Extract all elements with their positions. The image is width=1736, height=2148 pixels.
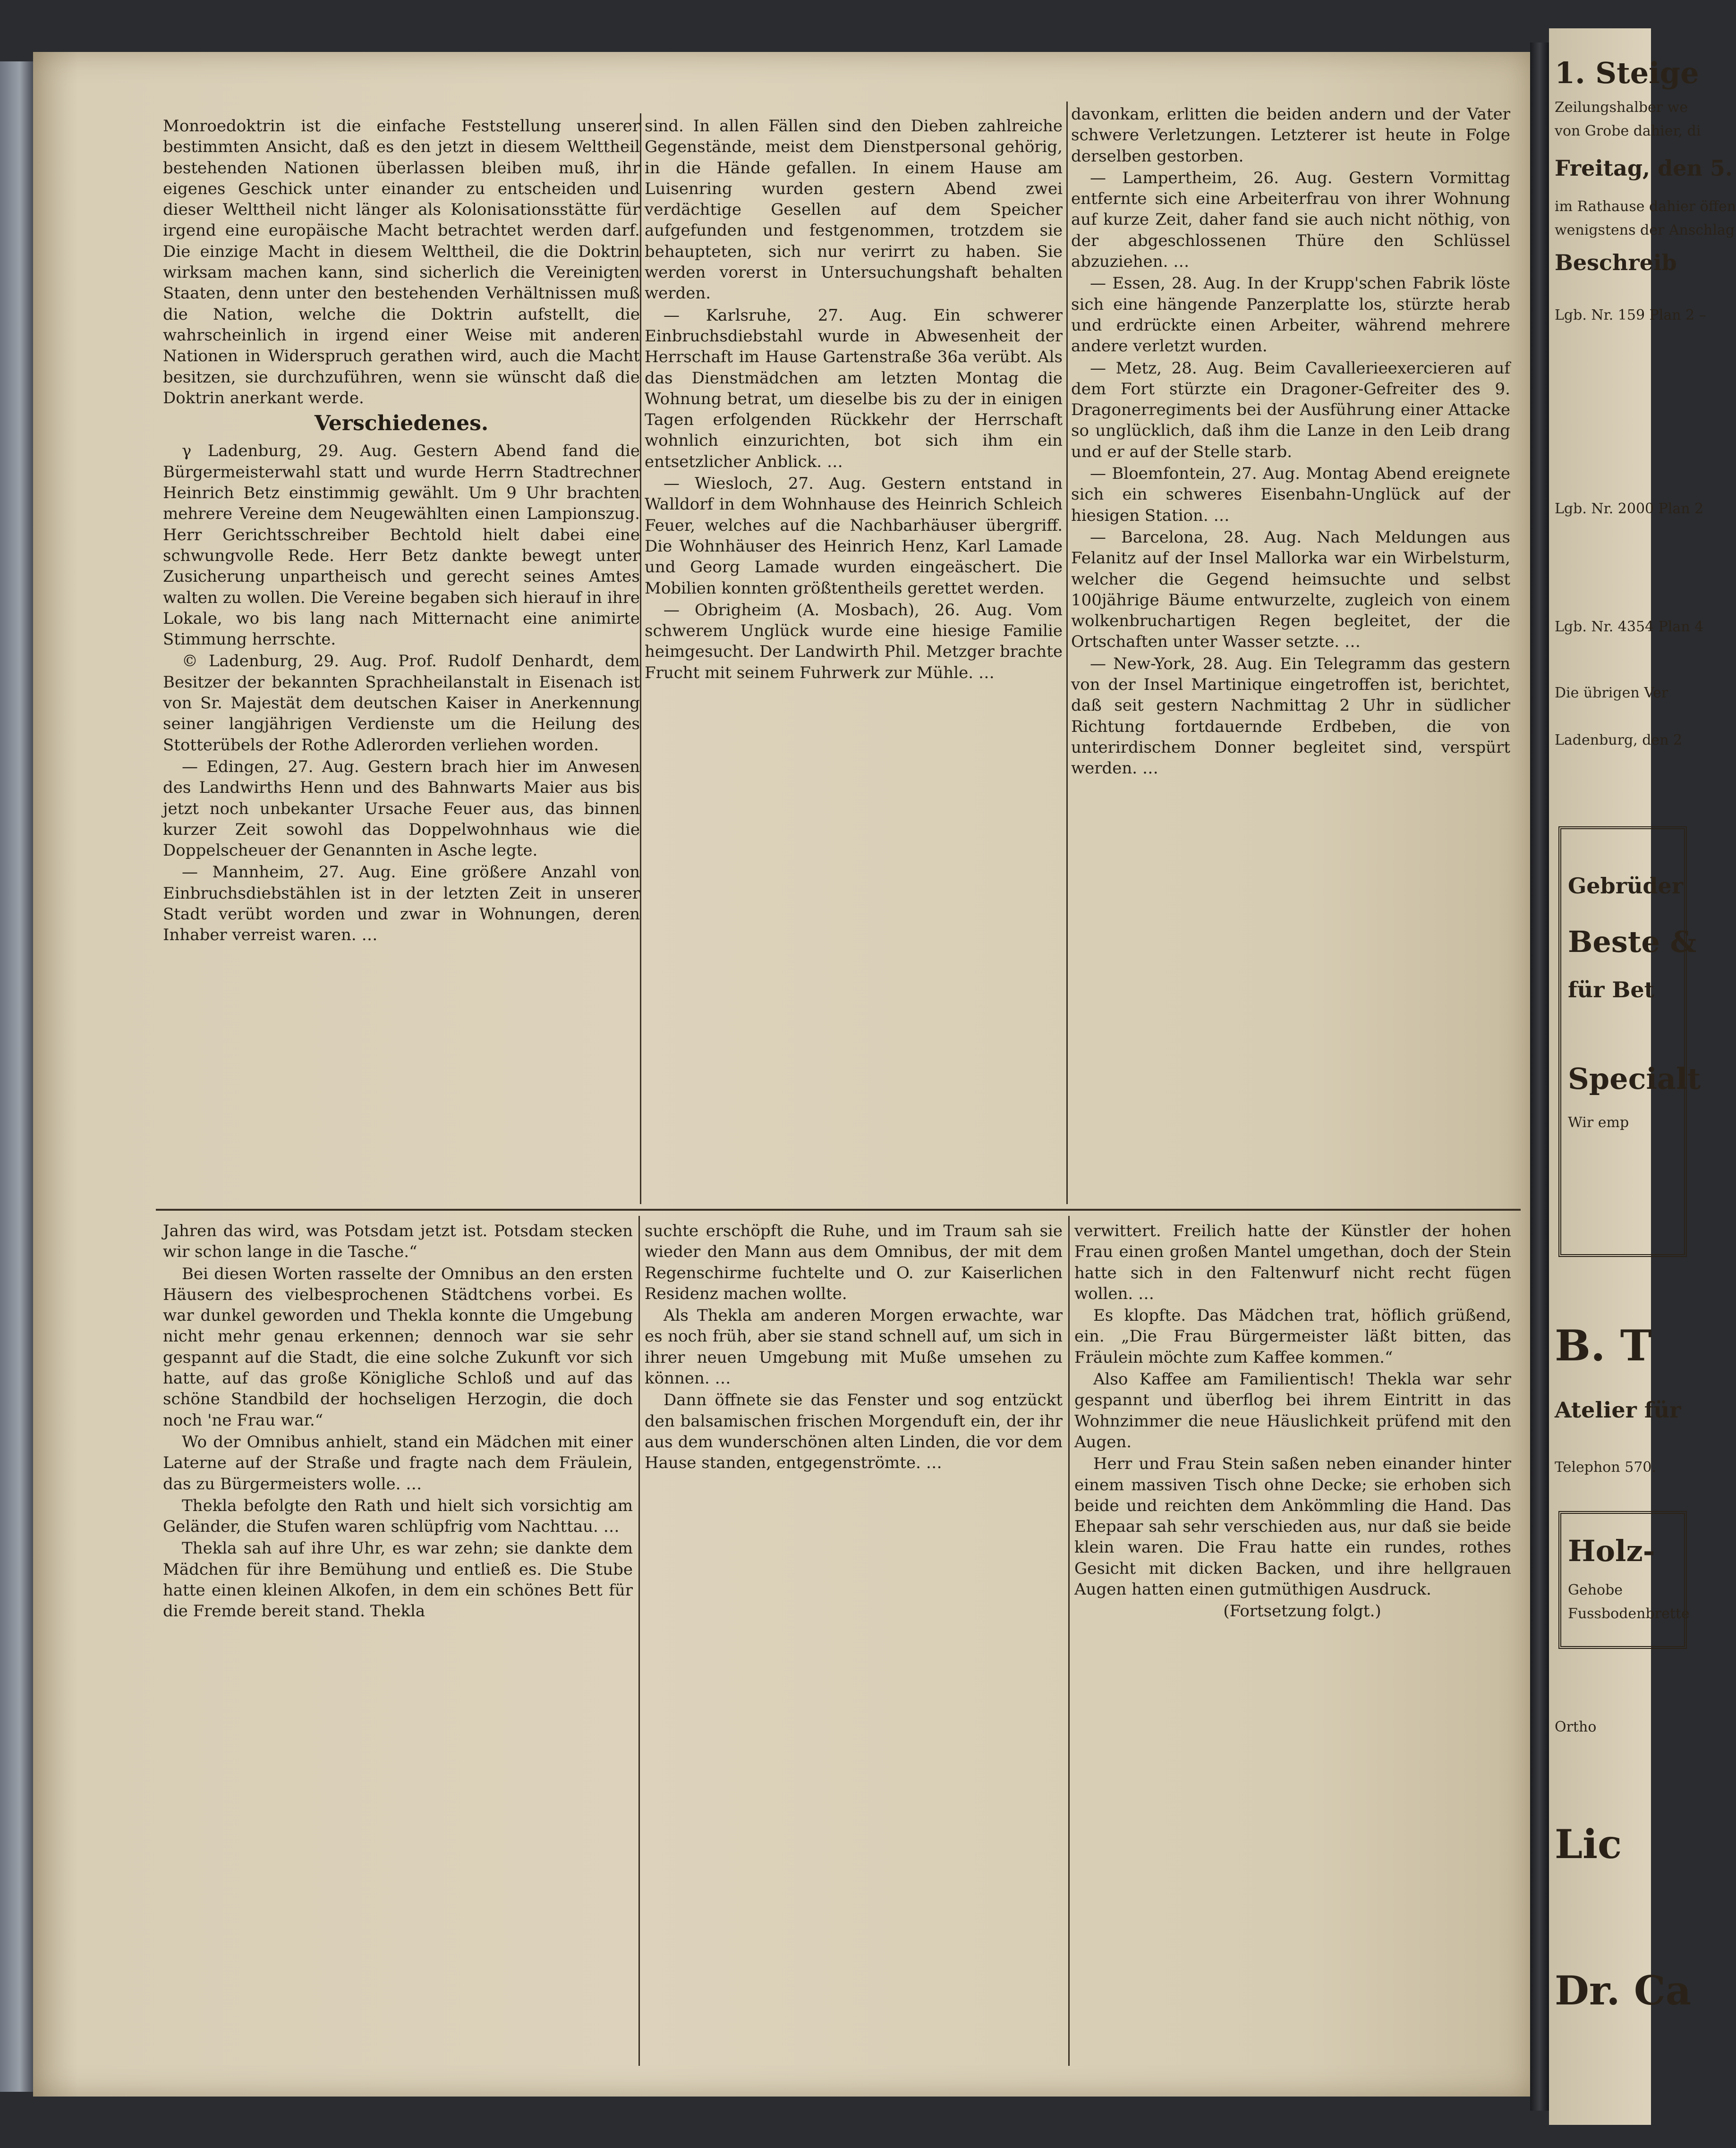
- ad-text: Beste &: [1568, 925, 1697, 959]
- news-item-metz: — Metz, 28. Aug. Beim Cavallerieexercieren auf dem Fort stürzte ein Dragoner-Gefreiter des 9. Dragonerregiments bei der Ausführung einer Attacke so unglücklich, daß ihm die Lanze in den Leib drang und er auf der Stelle starb.: [1071, 358, 1510, 461]
- feuilleton-paragraph: Herr und Frau Stein saßen neben einander hinter einem massiven Tisch ohne Decke; sie erhoben sich beide und reichten dem Ankömmling die Hand. Das Ehepaar sah sehr verschieden aus, nur daß sie beide klein waren. Die Frau hatte ein rundes, rothes Gesicht mit dicken Backen, und ihre hellgrauen Augen hatten einen gutmüthigen Ausdruck.: [1074, 1454, 1511, 1599]
- news-column-3: [1071, 104, 1510, 1204]
- feuilleton-paragraph: Jahren das wird, was Potsdam jetzt ist. Potsdam stecken wir schon lange in die Tasche.“: [163, 1222, 633, 1262]
- news-item-ladenburg-election: γ Ladenburg, 29. Aug. Gestern Abend fand die Bürgermeisterwahl statt und wurde Herrn Stadtrechner Heinrich Betz einstimmig gewählt. Um 9 Uhr brachten mehrere Vereine dem Neugewählten einen Lampionszug. Herr Gerichtsschreiber Bechtold hielt dabei eine schwungvolle Rede. Herr Betz dankte bewegt unter Zusicherung unpartheisch und gerecht seines Amtes walten zu wollen. Die Vereine begaben sich hierauf in ihre Lokale, wo bis lang nach Mitternacht eine animirte Stimmung herrschte.: [163, 441, 640, 649]
- edge-text-line: Lgb. Nr. 159 Plan 2 –: [1555, 307, 1706, 323]
- feuilleton-column-2: [645, 1221, 1063, 2066]
- feuilleton-paragraph: Wo der Omnibus anhielt, stand ein Mädchen mit einer Laterne auf der Straße und fragte nach dem Fräulein, das zu Bürgermeisters wolle. …: [163, 1432, 633, 1494]
- news-item-lampertheim: — Lampertheim, 26. Aug. Gestern Vormittag entfernte sich eine Arbeiterfrau von ihrer Wohnung auf kurze Zeit, daher fand sie auch nicht nöthig, von der abgeschlossenen Thüre den Schlüssel abzuziehen. …: [1071, 168, 1510, 272]
- news-item-wiesloch: — Wiesloch, 27. Aug. Gestern entstand in Walldorf in dem Wohnhause des Heinrich Schleich Feuer, welches auf die Nachbarhäuser übergriff. Die Wohnhäuser des Heinrich Henz, Karl Lamade und Georg Lamade wurden eingeäschert. Die Mobilien konnten größtentheils gerettet werden.: [645, 474, 1063, 598]
- book-gutter: [1530, 42, 1549, 2111]
- ad-text: Fussbodenbrette: [1568, 1605, 1690, 1622]
- column-rule: [638, 1216, 640, 2066]
- edge-title: Beschreib: [1555, 250, 1677, 275]
- news-item-barcelona: — Barcelona, 28. Aug. Nach Meldungen aus Felanitz auf der Insel Mallorka war ein Wirbelsturm, welcher die Gegend heimsuchte und selbst 100jährige Bäume entwurzelte, zugleich von einem wolkenbruchartigen Regen begleitet, der die Ortschaften unter Wasser setzte. …: [1071, 527, 1510, 653]
- ad-text: Gehobe: [1568, 1582, 1623, 1598]
- edge-text-line: Die übrigen Ver: [1555, 685, 1668, 701]
- ad-text: Atelier für: [1555, 1397, 1681, 1423]
- news-item-karlsruhe: — Karlsruhe, 27. Aug. Ein schwerer Einbruchsdiebstahl wurde in Abwesenheit der Herrschaft im Hause Gartenstraße 36a verübt. Als das Dienstmädchen am letzten Montag die Wohnung betrat, um dieselbe bis zu der in einigen Tagen erfolgenden Rückkehr der Herrschaft wohnlich einzurichten, bot sich ihm ein entsetzlicher Anblick. …: [645, 305, 1063, 472]
- edge-text-line: wenigstens der Anschlag: [1555, 222, 1735, 238]
- section-heading-verschiedenes: Verschiedenes.: [314, 411, 489, 436]
- edge-text-line: Freitag, den 5.: [1555, 155, 1733, 181]
- adjacent-page-edge: [1549, 28, 1736, 2125]
- feuilleton-paragraph: Bei diesen Worten rasselte der Omnibus an den ersten Häusern des vielbesprochenen Städtchens vorbei. Es war dunkel geworden und Thekla konnte die Umgebung nicht mehr genau erkennen; dennoch war sie sehr gespannt auf die Stadt, die eine solche Zukunft vor sich hatte, auf das große Königliche Schloß und auf das schöne Standbild der hochseligen Herzogin, die doch noch 'ne Frau war.“: [163, 1264, 633, 1430]
- ad-box-border: [1558, 1511, 1687, 1649]
- edge-text-line: Lgb. Nr. 2000 Plan 2: [1555, 501, 1704, 517]
- news-item-essen: — Essen, 28. Aug. In der Krupp'schen Fabrik löste sich eine hängende Panzerplatte los, stürzte herab und erdrückte einen Arbeiter, während mehrere andere verletzt wurden.: [1071, 274, 1510, 356]
- ad-text: Holz-: [1568, 1534, 1655, 1568]
- news-item-mannheim: — Mannheim, 27. Aug. Eine größere Anzahl von Einbruchsdiebstählen ist in der letzten Zeit in unserer Stadt verübt worden und zwar in Wohnungen, deren Inhaber verreist waren. …: [163, 862, 640, 945]
- ad-text: B. T: [1555, 1321, 1652, 1371]
- ad-text: Telephon 570.: [1555, 1459, 1657, 1476]
- column-rule: [1066, 102, 1068, 1204]
- ad-text: Wir emp: [1568, 1114, 1629, 1131]
- feuilleton-column-1: [163, 1221, 633, 2066]
- section-divider: [156, 1209, 1521, 1211]
- edge-text-line: im Rathause dahier öffen: [1555, 198, 1736, 215]
- edge-header: 1. Steige: [1555, 56, 1699, 90]
- feuilleton-paragraph: Thekla befolgte den Rath und hielt sich vorsichtig am Geländer, die Stufen waren schlüpfrig vom Nachttau. …: [163, 1495, 633, 1537]
- feuilleton-paragraph: Es klopfte. Das Mädchen trat, höflich grüßend, ein. „Die Frau Bürgermeister läßt bitten, das Fräulein möchte zum Kaffee kommen.“: [1074, 1306, 1511, 1367]
- edge-text-line: Lgb. Nr. 4354 Plan 4: [1555, 619, 1704, 635]
- feuilleton-paragraph: Als Thekla am anderen Morgen erwachte, war es noch früh, aber sie stand schnell auf, um sich in ihrer neuen Umgebung mit Muße umsehen zu können. …: [645, 1305, 1063, 1389]
- ad-text: Gebrüder: [1568, 873, 1684, 899]
- ad-text: Dr. Ca: [1555, 1967, 1692, 2014]
- feuilleton-paragraph: Also Kaffee am Familientisch! Thekla war sehr gespannt und überflog bei ihrem Eintritt in das Wohnzimmer die neue Häuslichkeit prüfend mit den Augen.: [1074, 1370, 1511, 1452]
- ad-text: Specialt: [1568, 1061, 1701, 1096]
- feuilleton-paragraph: verwittert. Freilich hatte der Künstler der hohen Frau einen großen Mantel umgethan, doch der Stein hatte sich in den Faltenwurf nicht recht fügen wollen. …: [1074, 1221, 1511, 1304]
- feuilleton-paragraph: Thekla sah auf ihre Uhr, es war zehn; sie dankte dem Mädchen für ihre Bemühung und entließ es. Die Stube hatte einen kleinen Alkofen, in dem ein schönes Bett für die Fremde bereit stand. Thekla: [163, 1539, 633, 1621]
- news-item-new-york: — New-York, 28. Aug. Ein Telegramm das gestern von der Insel Martinique eingetroffen ist, berichtet, daß seit gestern Nachmittag 2 Uhr in südlicher Richtung fortdauernde Erdbeben, die von unterirdischem Donner begleitet sind, verspürt werden. …: [1071, 654, 1510, 779]
- news-item-obrigheim: — Obrigheim (A. Mosbach), 26. Aug. Vom schwerem Unglück wurde eine hiesige Familie heimgesucht. Der Landwirth Phil. Metzger brachte Frucht mit seinem Fuhrwerk zur Mühle. …: [645, 600, 1063, 683]
- news-item-ladenburg-denhardt: © Ladenburg, 29. Aug. Prof. Rudolf Denhardt, dem Besitzer der bekannten Sprachheilanstalt in Eisenach ist von Sr. Majestät dem deutschen Kaiser in Anerkennung seiner langjährigen Verdienste um die Heilung des Stotterübels der Rothe Adlerorden verliehen worden.: [163, 652, 640, 755]
- news-item-mannheim-cont: sind. In allen Fällen sind den Dieben zahlreiche Gegenstände, meist dem Dienstpersonal gehörig, in die Hände gefallen. In einem Hause am Luisenring wurden gestern Abend zwei verdächtige Gesellen auf dem Speicher aufgefunden und festgenommen, trotzdem sie behaupteten, sich nur verirrt zu haben. Sie werden vorerst in Untersuchungshaft behalten werden.: [645, 117, 1063, 303]
- news-item-edingen: — Edingen, 27. Aug. Gestern brach hier im Anwesen des Landwirths Henn und des Bahnwarts Maier aus bis jetzt noch unbekanter Ursache Feuer aus, das binnen kurzer Zeit sowohl das Doppelwohnhaus wie die Doppelscheuer der Genannten in Asche legte.: [163, 757, 640, 860]
- news-item-bloemfontein: — Bloemfontein, 27. Aug. Montag Abend ereignete sich ein schweres Eisenbahn-Unglück auf der hiesigen Station. …: [1071, 463, 1510, 526]
- edge-text-line: von Grobe dahier, di: [1555, 123, 1701, 139]
- book-binding-edge: [0, 61, 33, 2092]
- monroe-doctrine-paragraph: Monroedoktrin ist die einfache Feststellung unserer bestimmten Ansicht, daß es den jetzt in diesem Welttheil bestehenden Nationen überlassen bleiben muß, ihr eigenes Geschick unter einander zu entscheiden und dieser Welttheil nicht länger als Kolonisationsstätte für irgend eine europäische Macht betrachtet werden darf. Die einzige Macht in diesem Welttheil, die die Doktrin wirksam machen kann, sind sicherlich die Vereinigten Staaten, denn unter den bestehenden Verhältnissen muß die Nation, welche die Doktrin aufstellt, die wahrscheinlich in irgend einer Weise mit anderen Nationen in Widerspruch gerathen wird, auch die Macht besitzen, sie durchzuführen, wenn sie wünscht daß die Doktrin anerkant werde.: [163, 117, 640, 408]
- news-item-obrigheim-cont: davonkam, erlitten die beiden andern und der Vater schwere Verletzungen. Letzterer ist heute in Folge derselben gestorben.: [1071, 105, 1510, 166]
- feuilleton-paragraph: suchte erschöpft die Ruhe, und im Traum sah sie wieder den Mann aus dem Omnibus, der mit dem Regenschirme fuchtelte und O. zur Kaiserlichen Residenz machen wollte.: [645, 1222, 1063, 1303]
- edge-text-line: Zeilungshalber we: [1555, 99, 1688, 116]
- ad-text: Lic: [1555, 1821, 1622, 1868]
- edge-text-line: Ladenburg, den 2: [1555, 732, 1683, 748]
- feuilleton-column-3: [1074, 1221, 1511, 2066]
- news-column-2: [645, 116, 1063, 1202]
- feuilleton-paragraph: Dann öffnete sie das Fenster und sog entzückt den balsamischen frischen Morgenduft ein, der ihr aus dem wunderschönen alten Linden, die vor dem Hause standen, entgegenströmte. …: [645, 1390, 1063, 1473]
- ad-text: für Bet: [1568, 977, 1654, 1002]
- ad-text: Ortho: [1555, 1719, 1597, 1735]
- column-rule: [640, 113, 641, 1204]
- news-column-1: [163, 116, 640, 1202]
- to-be-continued-note: (Fortsetzung folgt.): [1223, 1602, 1381, 1621]
- column-rule: [1068, 1216, 1070, 2066]
